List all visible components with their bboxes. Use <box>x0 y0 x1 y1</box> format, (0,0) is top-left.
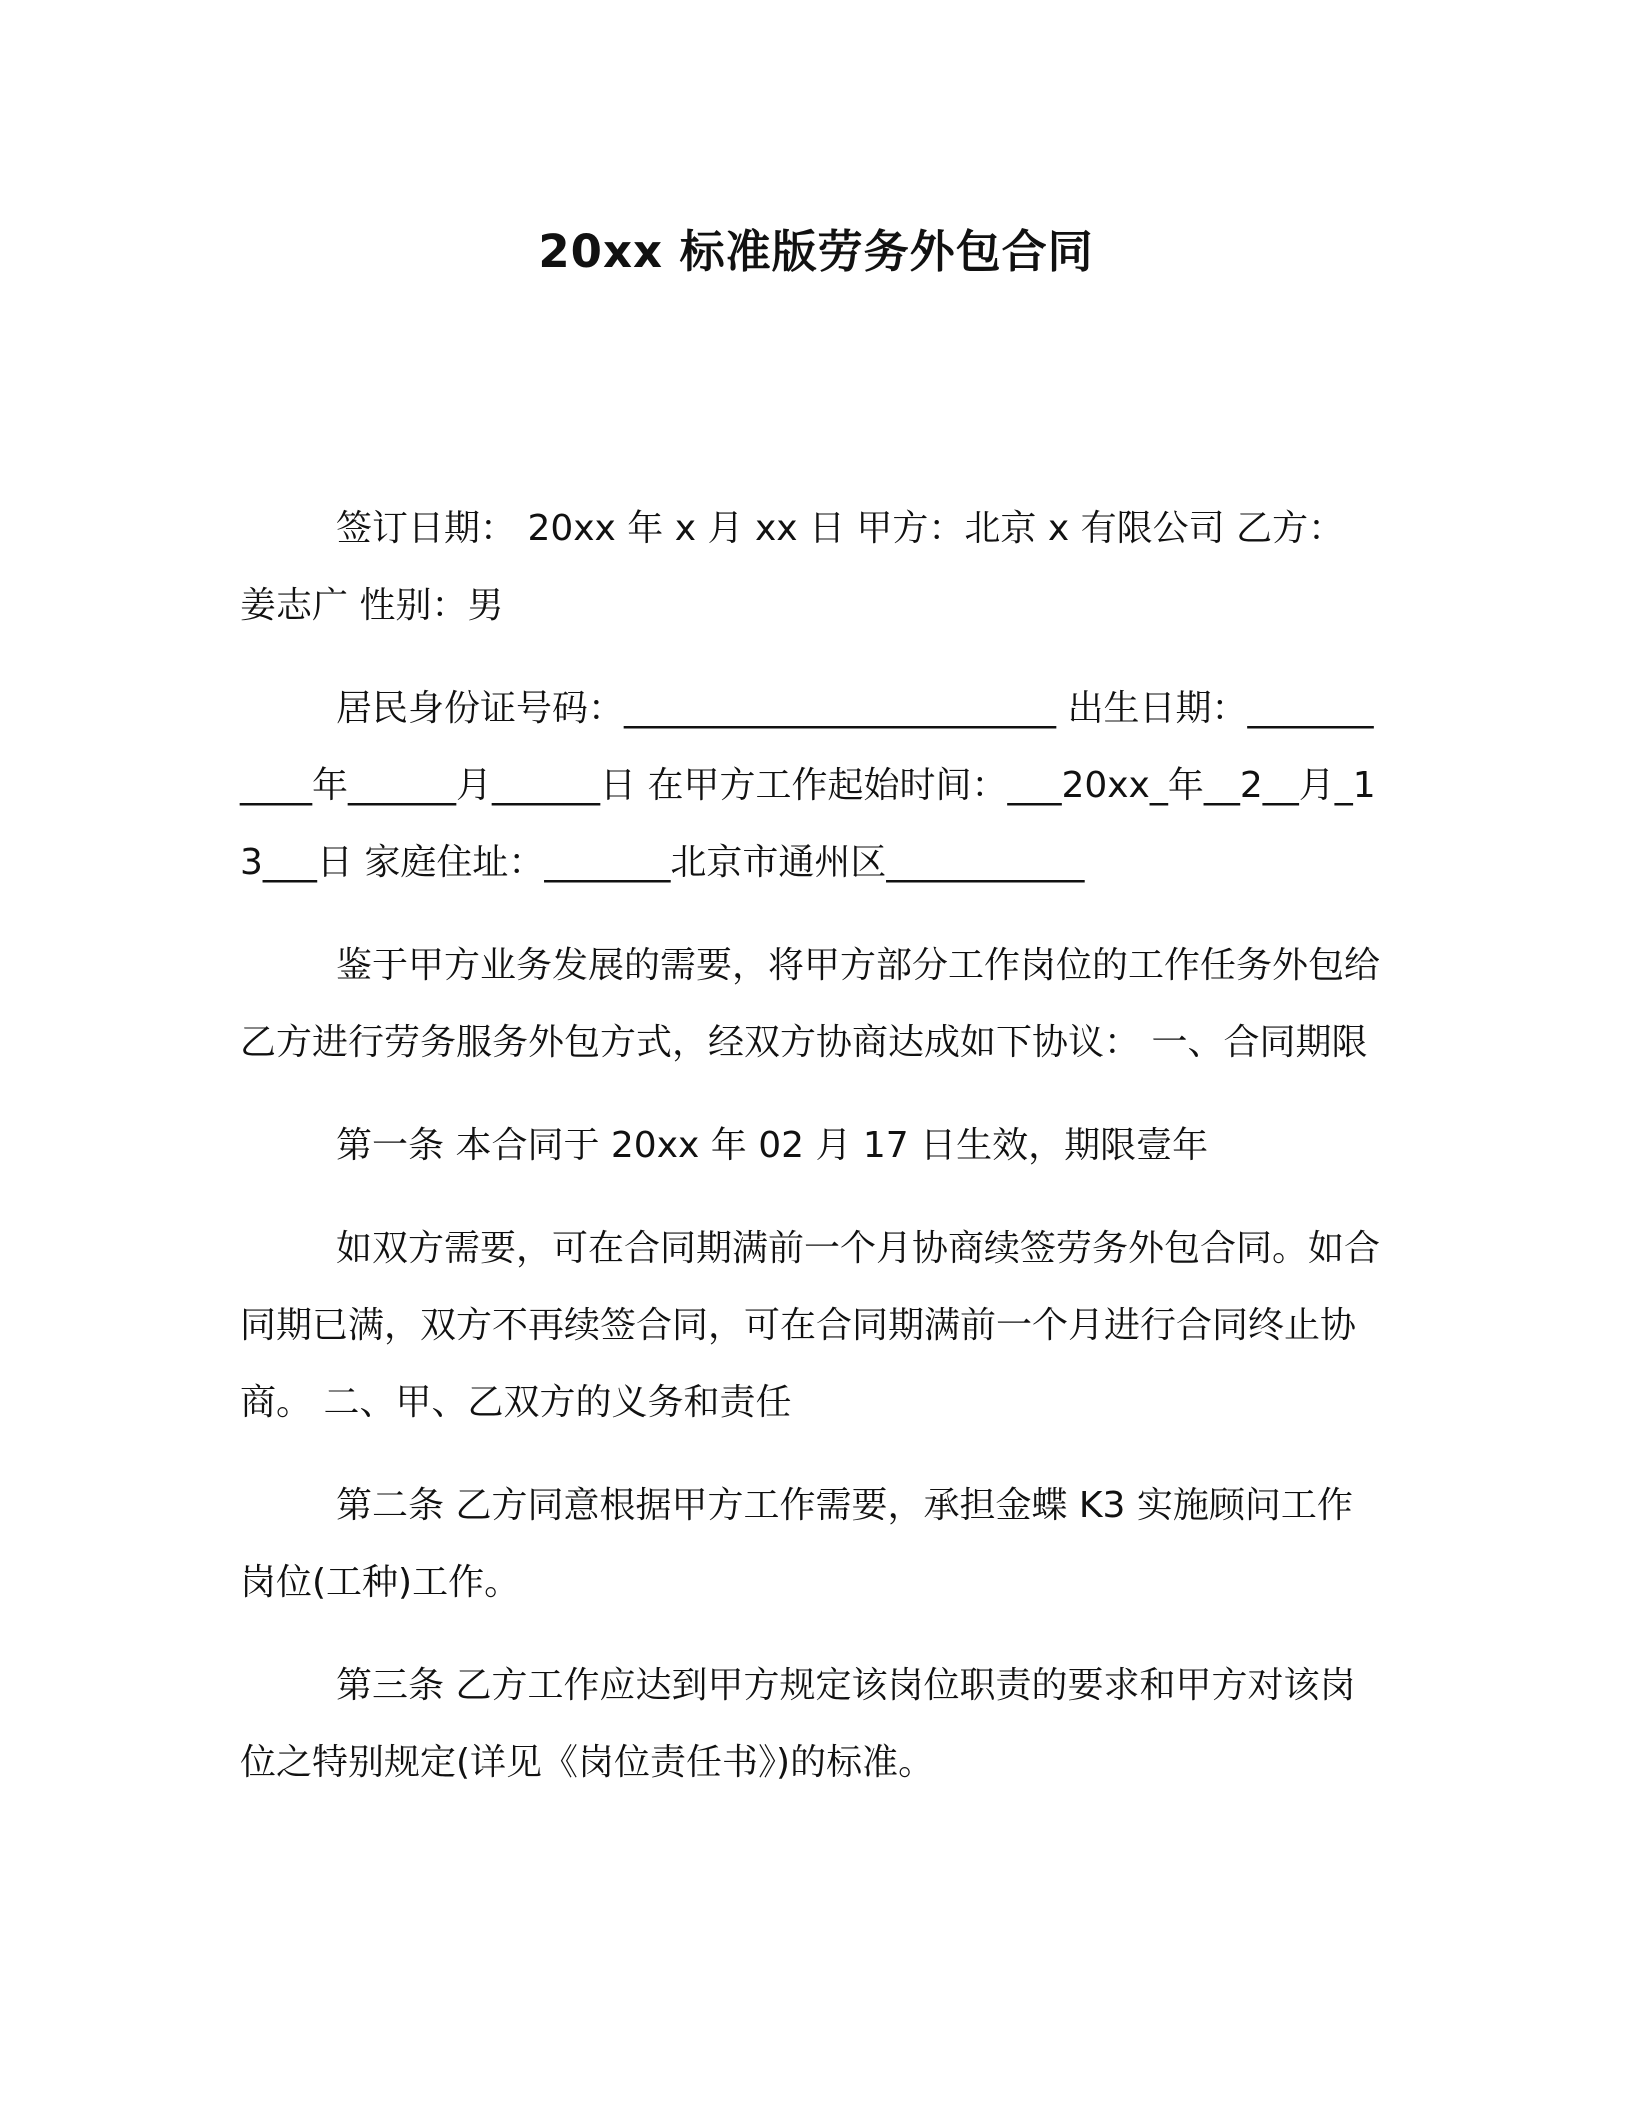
paragraph-renewal: 如双方需要，可在合同期满前一个月协商续签劳务外包合同。如合同期已满，双方不再续签合同，可在合同期满前一个月进行合同终止协商。 二、甲、乙双方的义务和责任 <box>240 1228 1381 1423</box>
document-title: 20xx 标准版劳务外包合同 <box>538 225 1094 278</box>
paragraph-article-3: 第三条 乙方工作应达到甲方规定该岗位职责的要求和甲方对该岗位之特别规定(详见《岗位责任书》)的标准。 <box>240 1665 1356 1783</box>
paragraph-signing-info: 签订日期： 20xx 年 x 月 xx 日 甲方：北京 x 有限公司 乙方：姜志广 性别：男 <box>240 508 1345 626</box>
paragraph-article-2: 第二条 乙方同意根据甲方工作需要，承担金蝶 K3 实施顾问工作岗位(工种)工作。 <box>240 1485 1353 1603</box>
document-body <box>240 490 1380 1827</box>
paragraph-preamble: 鉴于甲方业务发展的需要，将甲方部分工作岗位的工作任务外包给乙方进行劳务服务外包方式，经双方协商达成如下协议： 一、合同期限 <box>240 945 1381 1063</box>
paragraph-personal-info: 居民身份证号码：________________________ 出生日期：___________年______月______日 在甲方工作起始时间：___20xx_年__2__月_13___日 家庭住址：_______北京市通州区___________ <box>240 688 1376 883</box>
paragraph-article-1: 第一条 本合同于 20xx 年 02 月 17 日生效，期限壹年 <box>336 1125 1209 1166</box>
